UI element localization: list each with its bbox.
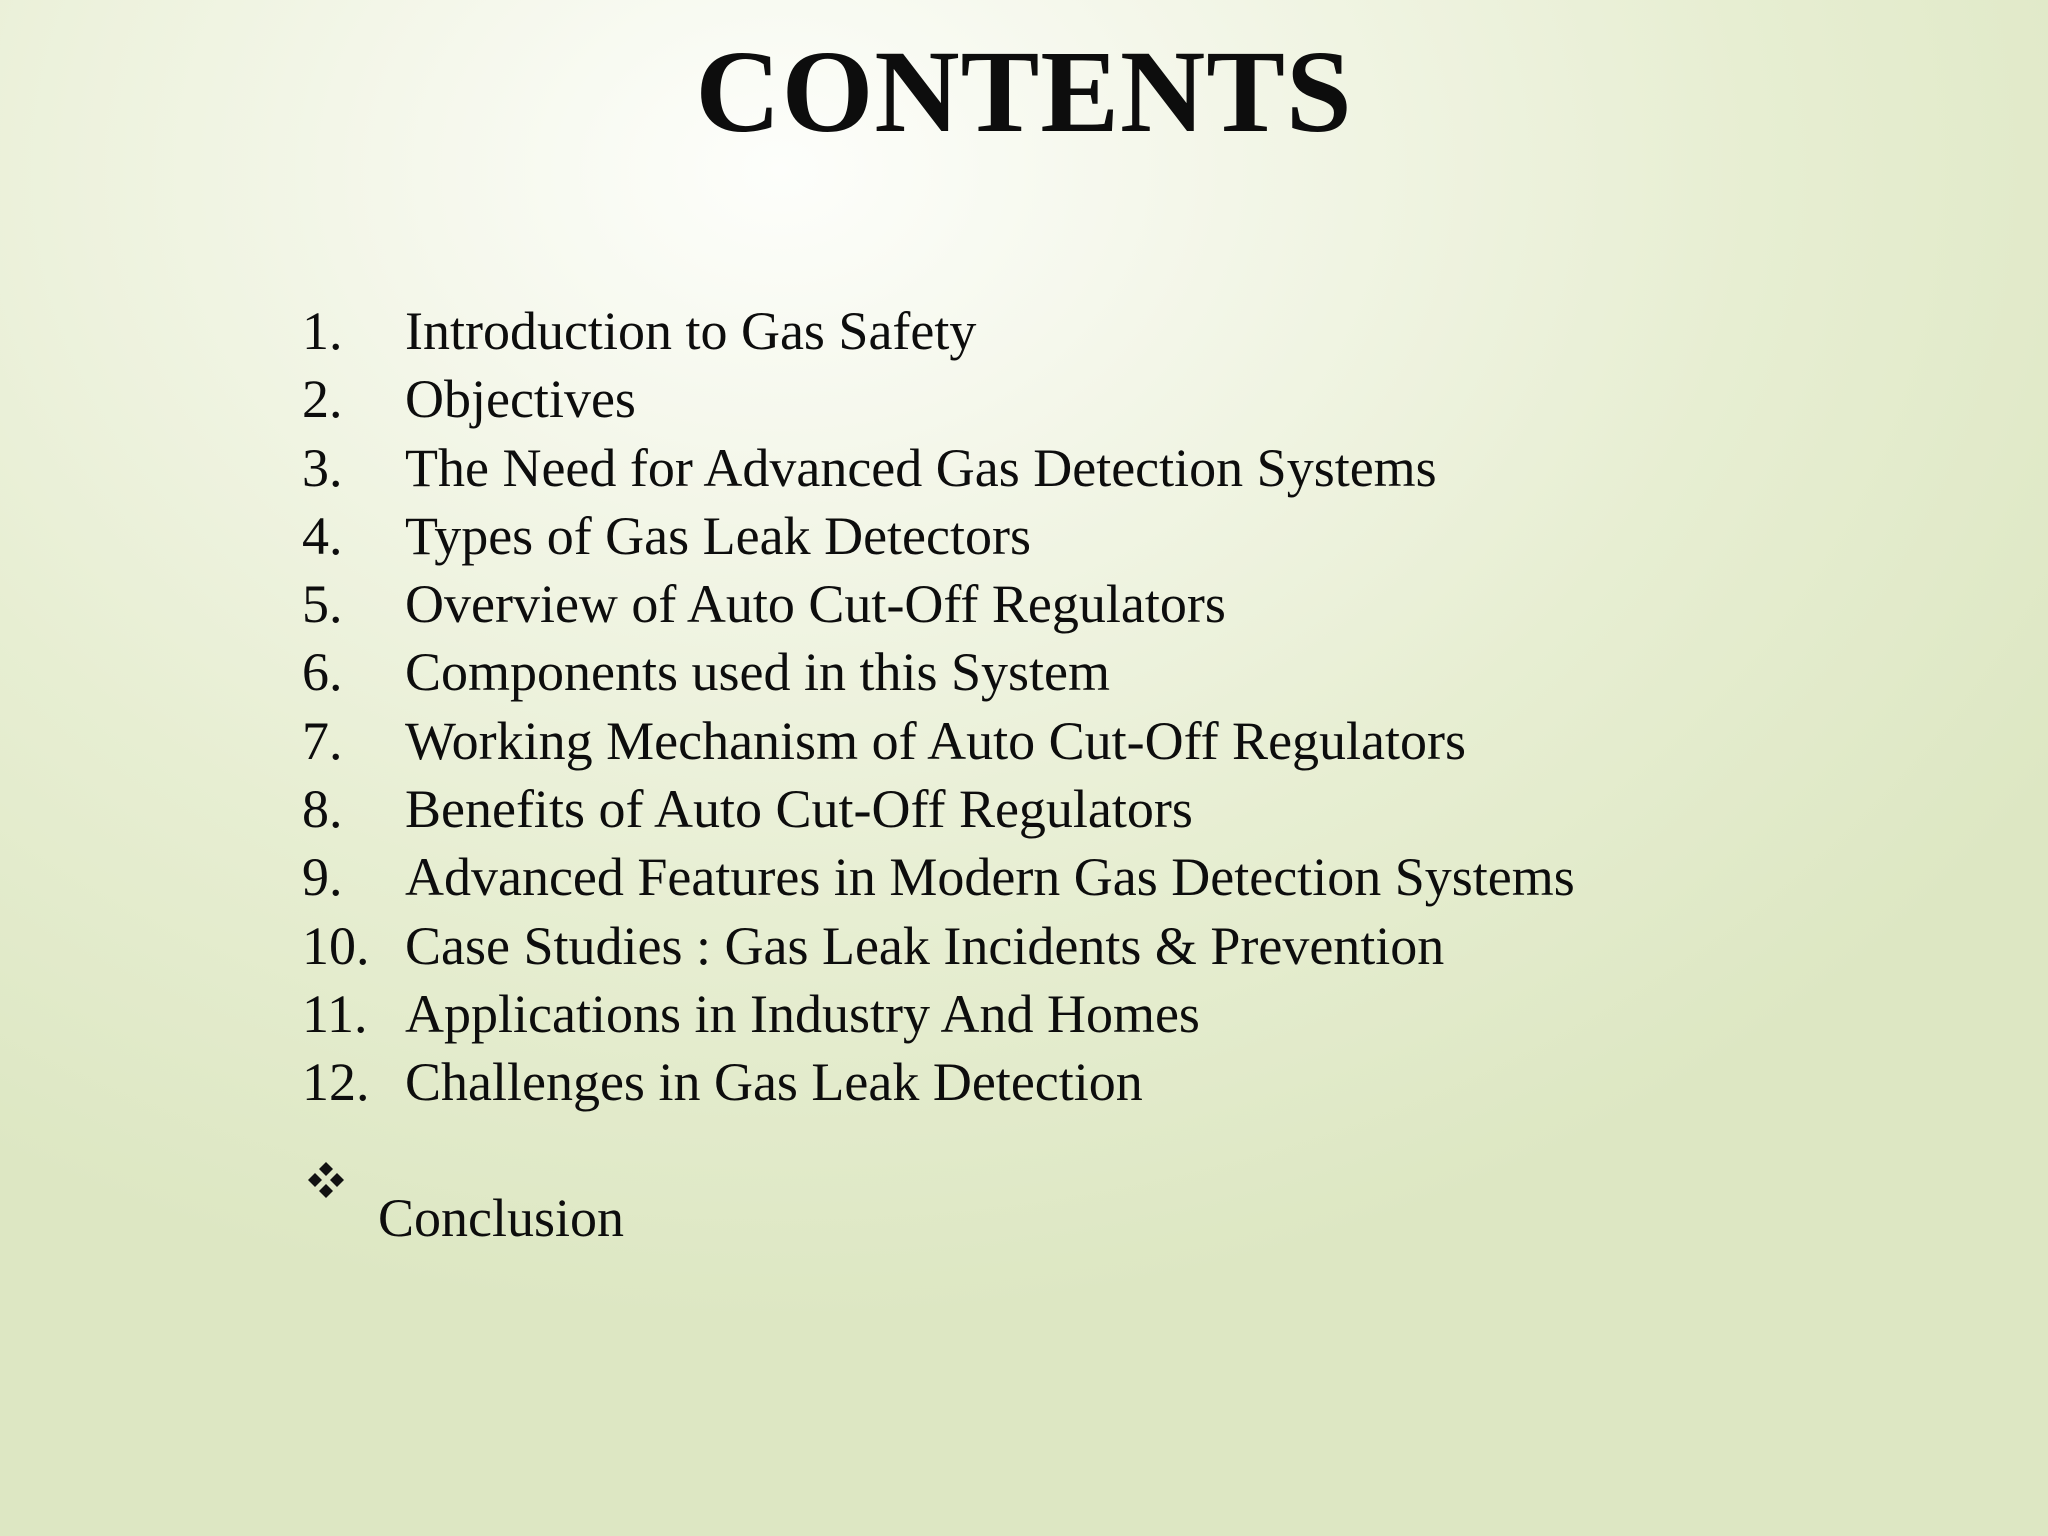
item-number: 2. [302, 369, 343, 430]
item-number: 7. [302, 710, 343, 771]
item-number: 10. [302, 915, 370, 976]
item-text: Introduction to Gas Safety [405, 301, 977, 361]
item-number: 6. [302, 642, 343, 703]
item-number: 9. [302, 847, 343, 908]
four-diamond-bullet-icon [302, 1190, 378, 1230]
list-item [302, 1048, 1575, 1116]
item-text: The Need for Advanced Gas Detection Systems [405, 437, 1437, 498]
item-number: 1. [302, 301, 343, 361]
item-number: 5. [302, 574, 343, 635]
list-item [302, 843, 1575, 911]
list-item [302, 434, 1575, 502]
item-text: Case Studies : Gas Leak Incidents & Prevention [405, 915, 1445, 976]
item-text: Components used in this System [405, 642, 1111, 703]
item-number: 11. [302, 983, 368, 1044]
conclusion-item [302, 1184, 624, 1252]
item-text: Challenges in Gas Leak Detection [405, 1052, 1143, 1113]
item-text: Working Mechanism of Auto Cut-Off Regulators [405, 710, 1467, 771]
item-text: Types of Gas Leak Detectors [405, 505, 1031, 566]
item-text: Objectives [405, 369, 636, 430]
list-item [302, 980, 1575, 1048]
conclusion-text: Conclusion [378, 1188, 625, 1248]
list-item [302, 775, 1575, 843]
slide-title: CONTENTS [695, 26, 1353, 157]
list-item [302, 365, 1575, 433]
item-text: Benefits of Auto Cut-Off Regulators [405, 779, 1193, 840]
contents-list [302, 297, 1575, 1117]
item-text: Advanced Features in Modern Gas Detection Systems [405, 847, 1575, 908]
item-number: 8. [302, 779, 343, 840]
list-item [302, 638, 1575, 706]
item-text: Overview of Auto Cut-Off Regulators [405, 574, 1226, 635]
list-item [302, 912, 1575, 980]
list-item [302, 297, 1575, 365]
item-number: 4. [302, 505, 343, 566]
item-text: Applications in Industry And Homes [405, 983, 1200, 1044]
list-item [302, 570, 1575, 638]
list-item [302, 502, 1575, 570]
item-number: 3. [302, 437, 343, 498]
item-number: 12. [302, 1052, 370, 1113]
list-item [302, 707, 1575, 775]
